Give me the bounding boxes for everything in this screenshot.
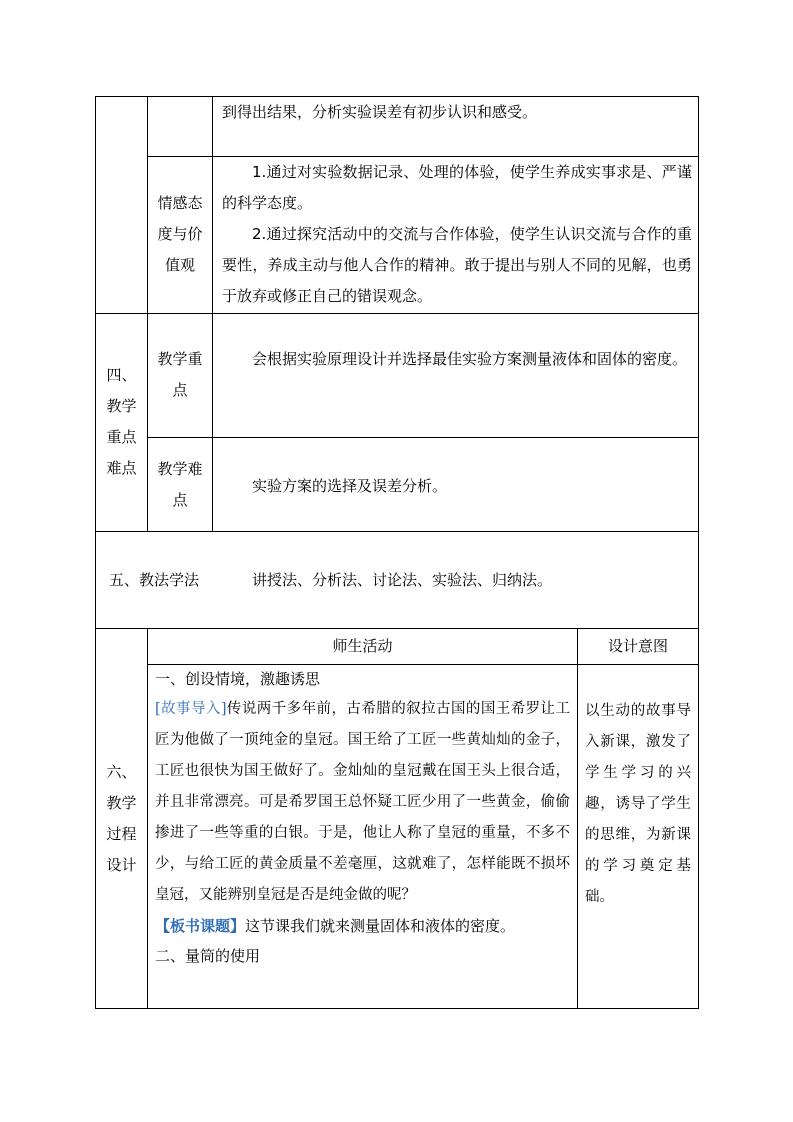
intent-text: 以生动的故事导入新课，激发了学生学习的兴趣，诱导了学生的思维，为新课的学习奠定基础。 [585,703,691,905]
section-four-label-cell [96,360,147,484]
section-five-label-cell [96,565,212,595]
row-divider [95,531,699,532]
row-divider [95,628,699,629]
difficulty-content-cell [222,471,692,501]
col-divider [577,628,578,1008]
key-point-text: 会根据实验原理设计并选择最佳实验方案测量液体和固体的密度。 [252,350,688,368]
emotion-label-cell [148,188,212,281]
section-six-label-cell [96,757,147,881]
row-divider [95,313,699,314]
key-point-content-cell [222,344,692,375]
story-paragraph [155,694,570,911]
table-border-right [698,96,699,1009]
emotion-content-cell [222,157,692,312]
section-five-content-cell [222,565,692,595]
continuation-text-cell [222,97,692,127]
continuation-text: 到得出结果，分析实验误差有初步认识和感受。 [222,103,538,121]
emotion-label: 情感态度与价值观 [157,194,203,274]
intent-header: 设计意图 [607,637,668,655]
col-divider [212,96,213,531]
row-divider [147,437,699,438]
intent-content-cell [585,696,691,913]
difficulty-text: 实验方案的选择及误差分析。 [252,477,448,495]
activity-header: 师生活动 [332,637,393,655]
board-line [155,911,570,941]
step2-title: 二、量筒的使用 [155,947,261,965]
section-five-label: 五、教法学法 [108,571,199,589]
key-point-label: 教学重点 [157,350,203,399]
intent-header-cell [578,631,698,661]
step1-title: 一、创设情境，激趣诱思 [155,670,321,688]
emotion-point-2: 2.通过探究活动中的交流与合作体验，使学生认识交流与合作的重要性，养成主动与他人合作的精神。敢于提出与别人不同的见解，也勇于放弃或修正自己的错误观念。 [222,225,692,305]
key-point-label-cell [148,344,212,406]
section-four-label: 四、教学重点难点 [106,366,137,477]
activity-content-cell [155,664,570,971]
board-tag: 【板书课题】 [155,917,246,935]
story-tag: [故事导入] [155,701,227,717]
section-five-text: 讲授法、分析法、讨论法、实验法、归纳法。 [252,571,553,589]
difficulty-label-cell [148,454,212,516]
activity-header-cell [148,631,577,661]
story-text: 传说两千多年前，古希腊的叙拉古国的国王希罗让工匠为他做了一顶纯金的皇冠。国王给了工匠一些黄灿灿的金子，工匠也很快为国王做好了。金灿灿的皇冠戴在国王头上很合适，并且非常漂亮。可是希罗国王总怀疑工匠少用了一些黄金，偷偷掺进了一些等重的白银。于是，他让人称了皇冠的重量，不多不少，与给工匠的黄金质量不差毫厘，这就难了，怎样能既不损坏皇冠，又能辨别皇冠是否是纯金做的呢？ [155,701,570,903]
emotion-point-1: 1.通过对实验数据记录、处理的体验，使学生养成实事求是、严谨的科学态度。 [222,163,692,212]
section-six-label: 六、教学过程设计 [106,763,137,874]
row-divider [147,983,577,984]
board-text: 这节课我们就来测量固体和液体的密度。 [245,917,516,935]
difficulty-label: 教学难点 [157,460,203,509]
col-divider [147,628,148,1008]
table-border-bottom [95,1008,699,1009]
